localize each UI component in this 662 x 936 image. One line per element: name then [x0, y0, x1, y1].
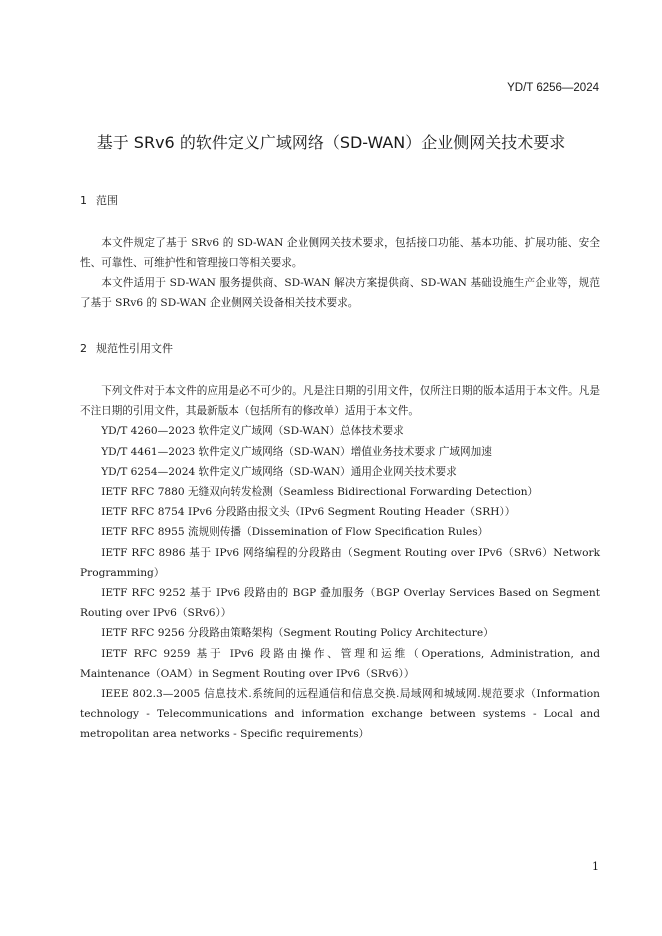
reference-list [80, 381, 600, 745]
scope-paragraph: 本文件规定了基于 SRv6 的 SD-WAN 企业侧网关技术要求，包括接口功能、基本功能、扩展功能、安全性、可靠性、可维护性和管理接口等相关要求。 [80, 237, 600, 269]
section-number: 1 [80, 194, 87, 207]
reference-item: IETF RFC 7880 无缝双向转发检测（Seamless Bidirectional Forwarding Detection） [101, 486, 539, 499]
reference-item: IETF RFC 8986 基于 IPv6 网络编程的分段路由（Segment Routing over IPv6（SRv6）Network Programming） [80, 546, 600, 579]
scope-paragraphs [80, 233, 600, 313]
reference-item: IETF RFC 8955 流规则传播（Dissemination of Flow Specification Rules） [101, 526, 489, 539]
reference-item: YD/T 4260—2023 软件定义广域网（SD-WAN）总体技术要求 [101, 425, 404, 438]
document-title: 基于 SRv6 的软件定义广域网络（SD-WAN）企业侧网关技术要求 [96, 133, 566, 152]
references-intro: 下列文件对于本文件的应用是必不可少的。凡是注日期的引用文件，仅所注日期的版本适用于本文件。凡是不注日期的引用文件，其最新版本（包括所有的修改单）适用于本文件。 [80, 385, 600, 418]
section-heading-normative-references [80, 340, 173, 356]
document-code: YD/T 6256—2024 [507, 82, 599, 94]
reference-item: IETF RFC 9256 分段路由策略架构（Segment Routing Policy Architecture） [101, 627, 494, 640]
reference-item: YD/T 4461—2023 软件定义广域网络（SD-WAN）增值业务技术要求 广域网加速 [101, 445, 492, 458]
page-number: 1 [592, 860, 599, 873]
section-number: 2 [80, 342, 87, 355]
scope-paragraph: 本文件适用于 SD-WAN 服务提供商、SD-WAN 解决方案提供商、SD-WAN 基础设施生产企业等，规范了基于 SRv6 的 SD-WAN 企业侧网关设备相关技术要求。 [80, 277, 600, 309]
reference-item: IETF RFC 9252 基于 IPv6 段路由的 BGP 叠加服务（BGP Overlay Services Based on Segment Routing over IPv6（SRv6）） [80, 587, 600, 620]
section-title: 范围 [96, 194, 118, 207]
section-heading-scope [80, 192, 118, 208]
section-title: 规范性引用文件 [96, 342, 173, 355]
reference-item: YD/T 6254—2024 软件定义广域网络（SD-WAN）通用企业网关技术要求 [101, 465, 457, 478]
reference-item: IEEE 802.3—2005 信息技术.系统间的远程通信和信息交换.局域网和城域网.规范要求（Information technology - Telecommunications and information exchange between systems - Local and metropolitan area networks - Specific requirements） [80, 688, 600, 741]
reference-item: IETF RFC 8754 IPv6 分段路由报文头（IPv6 Segment Routing Header（SRH）） [101, 506, 516, 519]
reference-item: IETF RFC 9259 基于 IPv6 段路由操作、管理和运维（Operations, Administration, and Maintenance（OAM）in Segment Routing over IPv6（SRv6）） [80, 647, 600, 680]
